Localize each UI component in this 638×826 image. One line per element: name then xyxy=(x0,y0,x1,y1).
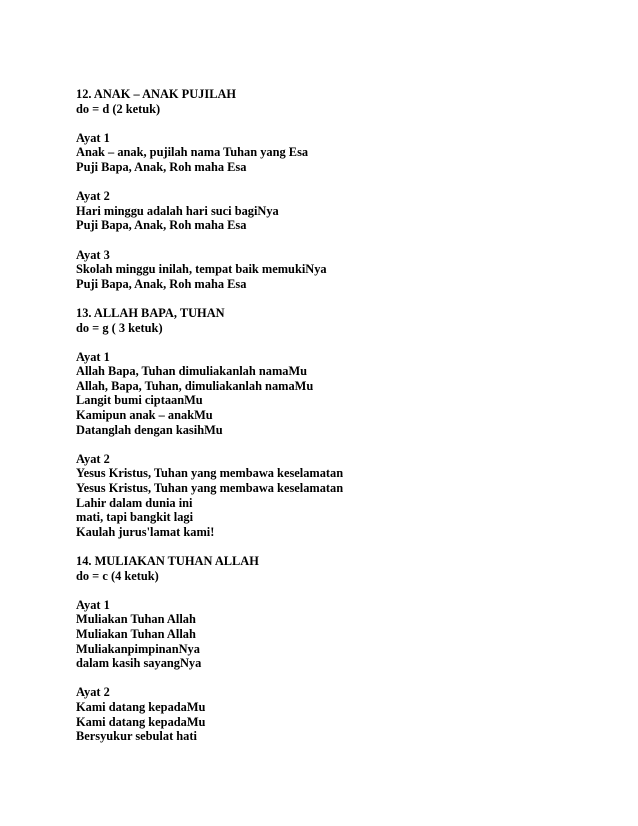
song-13 xyxy=(76,306,596,554)
song-key: do = c (4 ketuk) xyxy=(76,568,159,583)
verse-line: Allah, Bapa, Tuhan, dimuliakanlah namaMu xyxy=(76,378,314,393)
verse-line: Skolah minggu inilah, tempat baik memukiNya xyxy=(76,262,327,277)
verse-line: Kami datang kepadaMu xyxy=(76,714,206,729)
spacer xyxy=(76,539,596,554)
spacer xyxy=(76,291,596,306)
song-title: 13. ALLAH BAPA, TUHAN xyxy=(76,305,225,320)
verse-line: Datanglah dengan kasihMu xyxy=(76,422,223,437)
verse-line: Allah Bapa, Tuhan dimuliakanlah namaMu xyxy=(76,364,308,379)
verse-line: mati, tapi bangkit lagi xyxy=(76,510,194,525)
verse-line: Kaulah jurus'lamat kami! xyxy=(76,524,215,539)
verse-line: Puji Bapa, Anak, Roh maha Esa xyxy=(76,159,247,174)
song-title: 12. ANAK – ANAK PUJILAH xyxy=(76,87,237,101)
verse-label: Ayat 2 xyxy=(76,685,110,700)
spacer xyxy=(76,175,596,190)
verse-line: Muliakan Tuhan Allah xyxy=(76,612,196,627)
verse-line: Langit bumi ciptaanMu xyxy=(76,393,203,408)
song-14 xyxy=(76,554,596,744)
verse-line: Puji Bapa, Anak, Roh maha Esa xyxy=(76,218,247,233)
song-title: 14. MULIAKAN TUHAN ALLAH xyxy=(76,554,259,568)
verse-line: Yesus Kristus, Tuhan yang membawa keselamatan xyxy=(76,466,344,481)
verse-line: Yesus Kristus, Tuhan yang membawa keselamatan xyxy=(76,481,344,496)
song-lyrics-text xyxy=(76,87,596,744)
verse-line: Hari minggu adalah hari suci bagiNya xyxy=(76,203,279,218)
verse-label: Ayat 1 xyxy=(76,597,110,612)
verse-line: dalam kasih sayangNya xyxy=(76,656,202,671)
song-key: do = g ( 3 ketuk) xyxy=(76,320,163,335)
verse-label: Ayat 2 xyxy=(76,189,110,204)
song-12 xyxy=(76,87,596,306)
spacer xyxy=(76,583,596,598)
verse-line: Muliakan Tuhan Allah xyxy=(76,626,196,641)
verse-label: Ayat 2 xyxy=(76,451,110,466)
spacer xyxy=(76,335,596,350)
verse-line: Bersyukur sebulat hati xyxy=(76,729,197,744)
verse-label: Ayat 1 xyxy=(76,130,110,145)
song-key: do = d (2 ketuk) xyxy=(76,101,161,116)
spacer xyxy=(76,233,596,248)
verse-label: Ayat 1 xyxy=(76,349,110,364)
verse-line: Puji Bapa, Anak, Roh maha Esa xyxy=(76,276,247,291)
verse-line: Kami datang kepadaMu xyxy=(76,699,206,714)
verse-line: Lahir dalam dunia ini xyxy=(76,495,193,510)
spacer xyxy=(76,671,596,686)
verse-line: MuliakanpimpinanNya xyxy=(76,641,200,656)
spacer xyxy=(76,116,596,131)
spacer xyxy=(76,437,596,452)
verse-label: Ayat 3 xyxy=(76,247,110,262)
verse-line: Anak – anak, pujilah nama Tuhan yang Esa xyxy=(76,145,309,160)
verse-line: Kamipun anak – anakMu xyxy=(76,408,213,423)
